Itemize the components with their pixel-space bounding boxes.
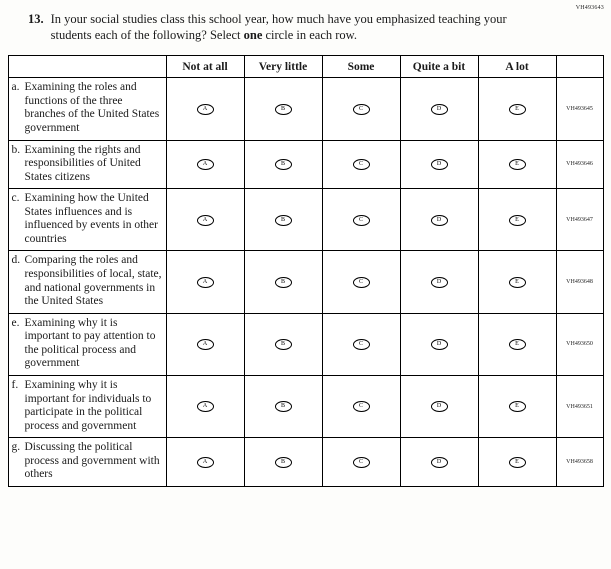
column-header-quite-a-bit: Quite a bit xyxy=(400,56,478,78)
bubble-cell xyxy=(478,78,556,140)
column-header-not-at-all: Not at all xyxy=(166,56,244,78)
row-label xyxy=(8,375,166,437)
question-block xyxy=(0,0,611,43)
column-header-very-little: Very little xyxy=(244,56,322,78)
row-code: VH493651 xyxy=(556,375,603,437)
table-row-a xyxy=(8,78,603,140)
row-letter: b. xyxy=(11,143,21,156)
row-label xyxy=(8,438,166,487)
row-label xyxy=(8,140,166,189)
answer-bubble[interactable]: A xyxy=(197,159,214,170)
answer-bubble[interactable]: B xyxy=(275,339,292,350)
answer-bubble[interactable]: A xyxy=(197,401,214,412)
row-text: Examining why it is important to pay attention to the political process and government xyxy=(24,316,156,370)
answer-bubble[interactable]: D xyxy=(431,401,448,412)
answer-bubble[interactable]: D xyxy=(431,104,448,115)
bubble-cell xyxy=(322,140,400,189)
row-label xyxy=(8,189,166,251)
bubble-cell xyxy=(322,313,400,375)
bubble-cell xyxy=(166,438,244,487)
answer-bubble[interactable]: C xyxy=(353,401,370,412)
header-code-cell xyxy=(556,56,603,78)
table-row-f xyxy=(8,375,603,437)
answer-bubble[interactable]: D xyxy=(431,457,448,468)
row-letter: f. xyxy=(11,378,19,391)
answer-bubble[interactable]: A xyxy=(197,277,214,288)
bubble-cell xyxy=(244,375,322,437)
question-number: 13. xyxy=(28,12,44,26)
bubble-cell xyxy=(400,375,478,437)
answer-bubble[interactable]: C xyxy=(353,339,370,350)
row-label xyxy=(8,313,166,375)
bubble-cell xyxy=(322,438,400,487)
row-letter: e. xyxy=(11,316,20,329)
header-empty-cell xyxy=(8,56,166,78)
table-row-b xyxy=(8,140,603,189)
bubble-cell xyxy=(322,375,400,437)
row-text: Examining the roles and functions of the three branches of the United States government xyxy=(24,81,160,134)
bubble-cell xyxy=(400,78,478,140)
row-code: VH493647 xyxy=(556,189,603,251)
row-text: Discussing the political process and government with others xyxy=(24,441,160,481)
answer-bubble[interactable]: B xyxy=(275,457,292,468)
bubble-cell xyxy=(478,375,556,437)
answer-bubble[interactable]: D xyxy=(431,277,448,288)
bubble-cell xyxy=(400,313,478,375)
row-text: Examining how the United States influences and is influenced by events in other countries xyxy=(24,192,158,245)
answer-bubble[interactable]: E xyxy=(509,339,526,350)
bubble-cell xyxy=(478,189,556,251)
answer-bubble[interactable]: B xyxy=(275,159,292,170)
bubble-cell xyxy=(166,313,244,375)
row-letter: g. xyxy=(11,441,21,454)
column-header-some: Some xyxy=(322,56,400,78)
bubble-cell xyxy=(244,438,322,487)
bubble-cell xyxy=(478,140,556,189)
answer-bubble[interactable]: E xyxy=(509,457,526,468)
bubble-cell xyxy=(322,78,400,140)
bubble-cell xyxy=(166,140,244,189)
table-row-c xyxy=(8,189,603,251)
answer-bubble[interactable]: C xyxy=(353,215,370,226)
row-code: VH493650 xyxy=(556,313,603,375)
answer-bubble[interactable]: A xyxy=(197,215,214,226)
bubble-cell xyxy=(244,140,322,189)
bubble-cell xyxy=(244,313,322,375)
row-text: Examining why it is important for individuals to participate in the political process and government xyxy=(24,378,152,432)
row-code: VH493646 xyxy=(556,140,603,189)
answer-bubble[interactable]: C xyxy=(353,104,370,115)
answers-table xyxy=(8,55,604,487)
question-text-bold: one xyxy=(243,27,263,42)
answer-bubble[interactable]: C xyxy=(353,277,370,288)
answer-bubble[interactable]: B xyxy=(275,277,292,288)
bubble-cell xyxy=(400,140,478,189)
row-code: VH493658 xyxy=(556,438,603,487)
form-code: VH493643 xyxy=(575,5,604,11)
answer-bubble[interactable]: E xyxy=(509,401,526,412)
answer-bubble[interactable]: B xyxy=(275,215,292,226)
row-code: VH493648 xyxy=(556,251,603,313)
bubble-cell xyxy=(166,375,244,437)
answer-bubble[interactable]: C xyxy=(353,457,370,468)
row-text: Examining the rights and responsibilities of United States citizens xyxy=(24,143,141,183)
bubble-cell xyxy=(322,251,400,313)
row-label xyxy=(8,251,166,313)
bubble-cell xyxy=(244,251,322,313)
answer-bubble[interactable]: D xyxy=(431,215,448,226)
bubble-cell xyxy=(478,313,556,375)
bubble-cell xyxy=(400,438,478,487)
bubble-cell xyxy=(478,251,556,313)
answer-bubble[interactable]: B xyxy=(275,401,292,412)
bubble-cell xyxy=(322,189,400,251)
row-label xyxy=(8,78,166,140)
answer-bubble[interactable]: E xyxy=(509,104,526,115)
table-row-d xyxy=(8,251,603,313)
header-row xyxy=(8,56,603,78)
answer-bubble[interactable]: D xyxy=(431,159,448,170)
row-letter: d. xyxy=(11,254,21,267)
row-code: VH493645 xyxy=(556,78,603,140)
answer-bubble[interactable]: B xyxy=(275,104,292,115)
answer-bubble[interactable]: E xyxy=(509,215,526,226)
bubble-cell xyxy=(400,189,478,251)
bubble-cell xyxy=(244,78,322,140)
row-letter: c. xyxy=(11,192,20,205)
bubble-cell xyxy=(478,438,556,487)
bubble-cell xyxy=(166,189,244,251)
answer-bubble[interactable]: A xyxy=(197,339,214,350)
question-text-post: circle in each row. xyxy=(262,27,357,42)
answer-bubble[interactable]: A xyxy=(197,457,214,468)
answer-bubble[interactable]: E xyxy=(509,159,526,170)
question-text-pre: In your social studies class this school year, how much have you emphasized teaching your students each of the following? Select xyxy=(50,12,507,42)
answer-bubble[interactable]: A xyxy=(197,104,214,115)
answer-bubble[interactable]: E xyxy=(509,277,526,288)
row-text: Comparing the roles and responsibilities of local, state, and national governments in the United States xyxy=(24,254,162,308)
table-row-g xyxy=(8,438,603,487)
bubble-cell xyxy=(166,78,244,140)
answer-bubble[interactable]: C xyxy=(353,159,370,170)
bubble-cell xyxy=(166,251,244,313)
bubble-cell xyxy=(400,251,478,313)
answer-bubble[interactable]: D xyxy=(431,339,448,350)
bubble-cell xyxy=(244,189,322,251)
question-text xyxy=(51,12,551,43)
table-row-e xyxy=(8,313,603,375)
row-letter: a. xyxy=(11,81,20,94)
column-header-a-lot: A lot xyxy=(478,56,556,78)
